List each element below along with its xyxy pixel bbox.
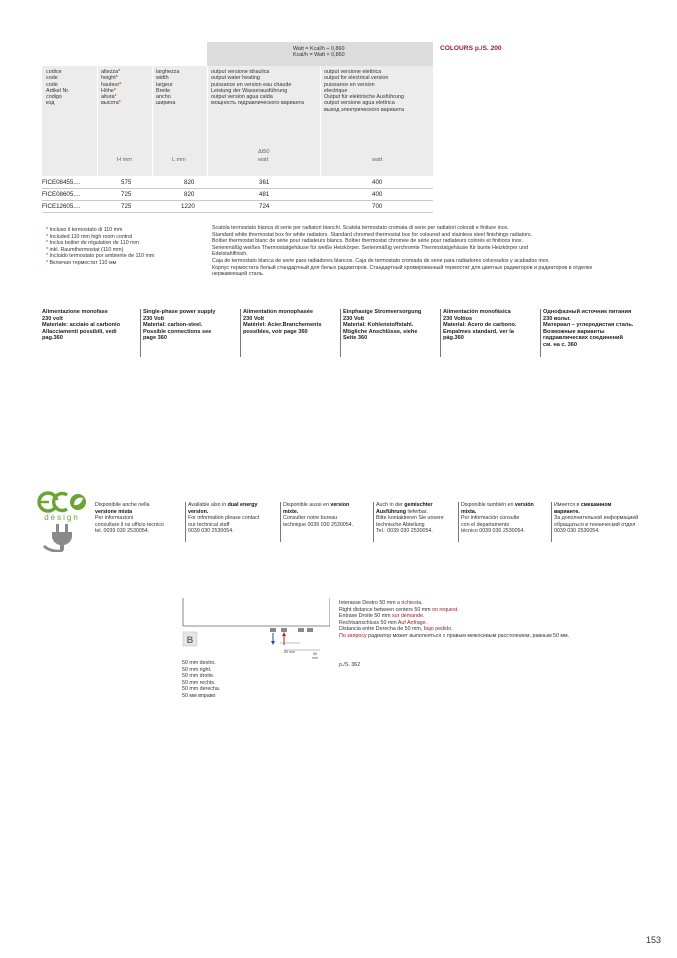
unit-watt-hydraulic: watt bbox=[258, 157, 269, 163]
conversion-box bbox=[207, 42, 433, 66]
page-reference-link[interactable]: p./S. 362 bbox=[339, 662, 361, 668]
eco-en: Available also in dual energy version. For information please contact our technical staff 0039 030 2530054. bbox=[188, 502, 260, 535]
row-height: 575 bbox=[121, 179, 132, 186]
header-width: larghezza width largeur Breite ancho ширина bbox=[156, 69, 180, 107]
supply-fr: Alimentation monophasée 230 Volt Matériel: Acier.Branchements possibles, voir page 360 bbox=[243, 309, 322, 335]
header-electric-output: output versione elettrica output for electrical version puissance en version electrique Output für elektrische Ausführung output versione agua elettrica выход электрического варианта bbox=[324, 69, 405, 113]
header-code: codice code code Artikel Nr. codigo код bbox=[46, 69, 70, 107]
included-thermostat-notes: * Incluso il termostato di 110 mm * Included 110 mm high room control * Inclus boitier de régulation de 110 mm * inkl. Raumthermostat (110 mm) * Incluido termostato por ambiente de 110 mm * Включая термостат 110 мм bbox=[46, 227, 155, 266]
connection-drawing bbox=[180, 598, 330, 660]
conversion-formulas bbox=[293, 46, 345, 59]
supply-es: Alimentación monofásica 230 Voltios Material: Acero de carbono. Empalmes standard, ver la pág.360 bbox=[443, 309, 517, 342]
row-hydraulic: 361 bbox=[259, 179, 270, 186]
page-number: 153 bbox=[646, 935, 662, 945]
unit-height: H mm bbox=[117, 157, 132, 163]
distance-notes: Interasse Destro 50 mm a richiesta. Right distance between centers 50 mm on request. Entraxe Droite 50 mm sur demande. Rechtsanschluss 50 mm Auf Anfrage. Distancia entre Derecha de 50 mm, bajo pedido. По запросу радиатор может выполняться с правым межосевым расстоянием, равным 50 мм. bbox=[339, 600, 570, 639]
row-height: 725 bbox=[121, 203, 132, 210]
thermostat-box-notes: Scatola termostato bianca di serie per radiatori bianchi. Scatola termostato cromata di serie per radiatori colorati e finiture inox. Standard white thermostat box for white radiators. Standard chromed thermostat box for coloured and stainless steel finishings radiators. Boîtier thermostat blanc de série pour radiateurs blancs. Boîtier thermostat chromée de série pour radiateurs colorés et finitions inox. Serienmäßig weißes Thermostatgehäuse für weiße Heizkörper. Serienmäßig verchromte Thermostatgehäuse für bunte Heizkörper und Edelstahlfinish. Caja de termostato blanca de serie para radiadores blancos. Caja de termostato cromada de serie para radiadores coloreados y acabados inox. Корпус термостата белый стандартный для белых радиаторов. Стандартный хромированный термостат для цветных радиаторов и радиаторов в отделке нержавеющей сталь. bbox=[212, 225, 593, 278]
right-connection-list: 50 mm destro. 50 mm right. 50 mm droite. 50 mm rechts. 50 mm derecha. 50 мм вправо bbox=[182, 660, 221, 699]
colours-page: p./S. 200 bbox=[474, 45, 502, 52]
row-hydraulic: 724 bbox=[259, 203, 270, 210]
eco-it: Disponibile anche nella versione mista Per informazioni consultare il ns ufficio tecnico tel. 0039 030 2530054. bbox=[95, 502, 164, 535]
conversion-line-1: Watt = Kcal/h ÷ 0,860 bbox=[293, 46, 345, 52]
eco-de: Auch in der gemischter Ausführung lieferbar. Bitte kontaktieren Sie unsere technische Abteilung Tel.: 0039 030 2530054. bbox=[376, 502, 444, 535]
conversion-line-2: Kcal/h = Watt × 0,860 bbox=[293, 52, 345, 59]
drawing-label-b: B bbox=[186, 635, 194, 645]
row-hydraulic: 481 bbox=[259, 191, 270, 198]
colours-reference[interactable] bbox=[440, 45, 502, 52]
row-height: 725 bbox=[121, 191, 132, 198]
supply-en: Single-phase power supply 230 Volt Material: carbon-steel. Possible connections see page 360 bbox=[143, 309, 216, 342]
header-hydraulic-output: output versione idraulica output water heating puissance en version eau chaude Leistung der Wasserausführung output version agua calda мощность гидравлического варианта bbox=[211, 69, 305, 107]
row-code: FICE12605.... bbox=[42, 203, 81, 210]
unit-watt-electric: watt bbox=[372, 157, 383, 163]
row-code: FICE08455.... bbox=[42, 179, 81, 186]
eco-fr: Disponible aussi en version mixte. Consulter notre bureau technique 0039 030 2530054. bbox=[283, 502, 354, 528]
row-width: 1220 bbox=[181, 203, 195, 210]
supply-ru: Однофазный источник питания 230 вольт. Материал – углеродистая сталь. Возможные варианты гидравлических соединений см. на с. 360 bbox=[543, 309, 634, 348]
colours-label: COLOURS bbox=[440, 45, 473, 52]
header-height: altezza* height* hauteur* Höhe* altura* высота* bbox=[101, 69, 122, 107]
eco-logo-subtitle: design bbox=[44, 513, 80, 522]
unit-width: L mm bbox=[172, 157, 186, 163]
drawing-dimension-55: 55 bbox=[313, 652, 317, 656]
eco-es: Disponible también en versión mixta. Por información consulte con el departamento técnico 0039 030 2530054. bbox=[461, 502, 534, 535]
supply-de: Einphasige Stromversorgung 230 Volt Material: Kohlenstoffstahl. Mögliche Anschlüsse, siehe Seite 360 bbox=[343, 309, 422, 342]
row-electric: 400 bbox=[372, 179, 383, 186]
row-width: 820 bbox=[184, 179, 195, 186]
row-width: 820 bbox=[184, 191, 195, 198]
row-code: FICE08605.... bbox=[42, 191, 81, 198]
supply-it: Alimentazione monofase 230 volt Materiale: acciaio al carbonio Allacciamenti possibili, vedi pag.360 bbox=[42, 309, 121, 342]
eco-design-logo bbox=[36, 490, 88, 552]
drawing-dimension-50: 50 mm bbox=[284, 650, 295, 654]
unit-delta-t: Δt50 bbox=[258, 149, 270, 155]
row-electric: 400 bbox=[372, 191, 383, 198]
drawing-dimension-unit: mm bbox=[312, 656, 318, 660]
eco-ru: Имеется в смешанном варианте. За дополнительной информацией обращаться в технический отдел 0039 030 2530054. bbox=[554, 502, 639, 535]
row-electric: 700 bbox=[372, 203, 383, 210]
